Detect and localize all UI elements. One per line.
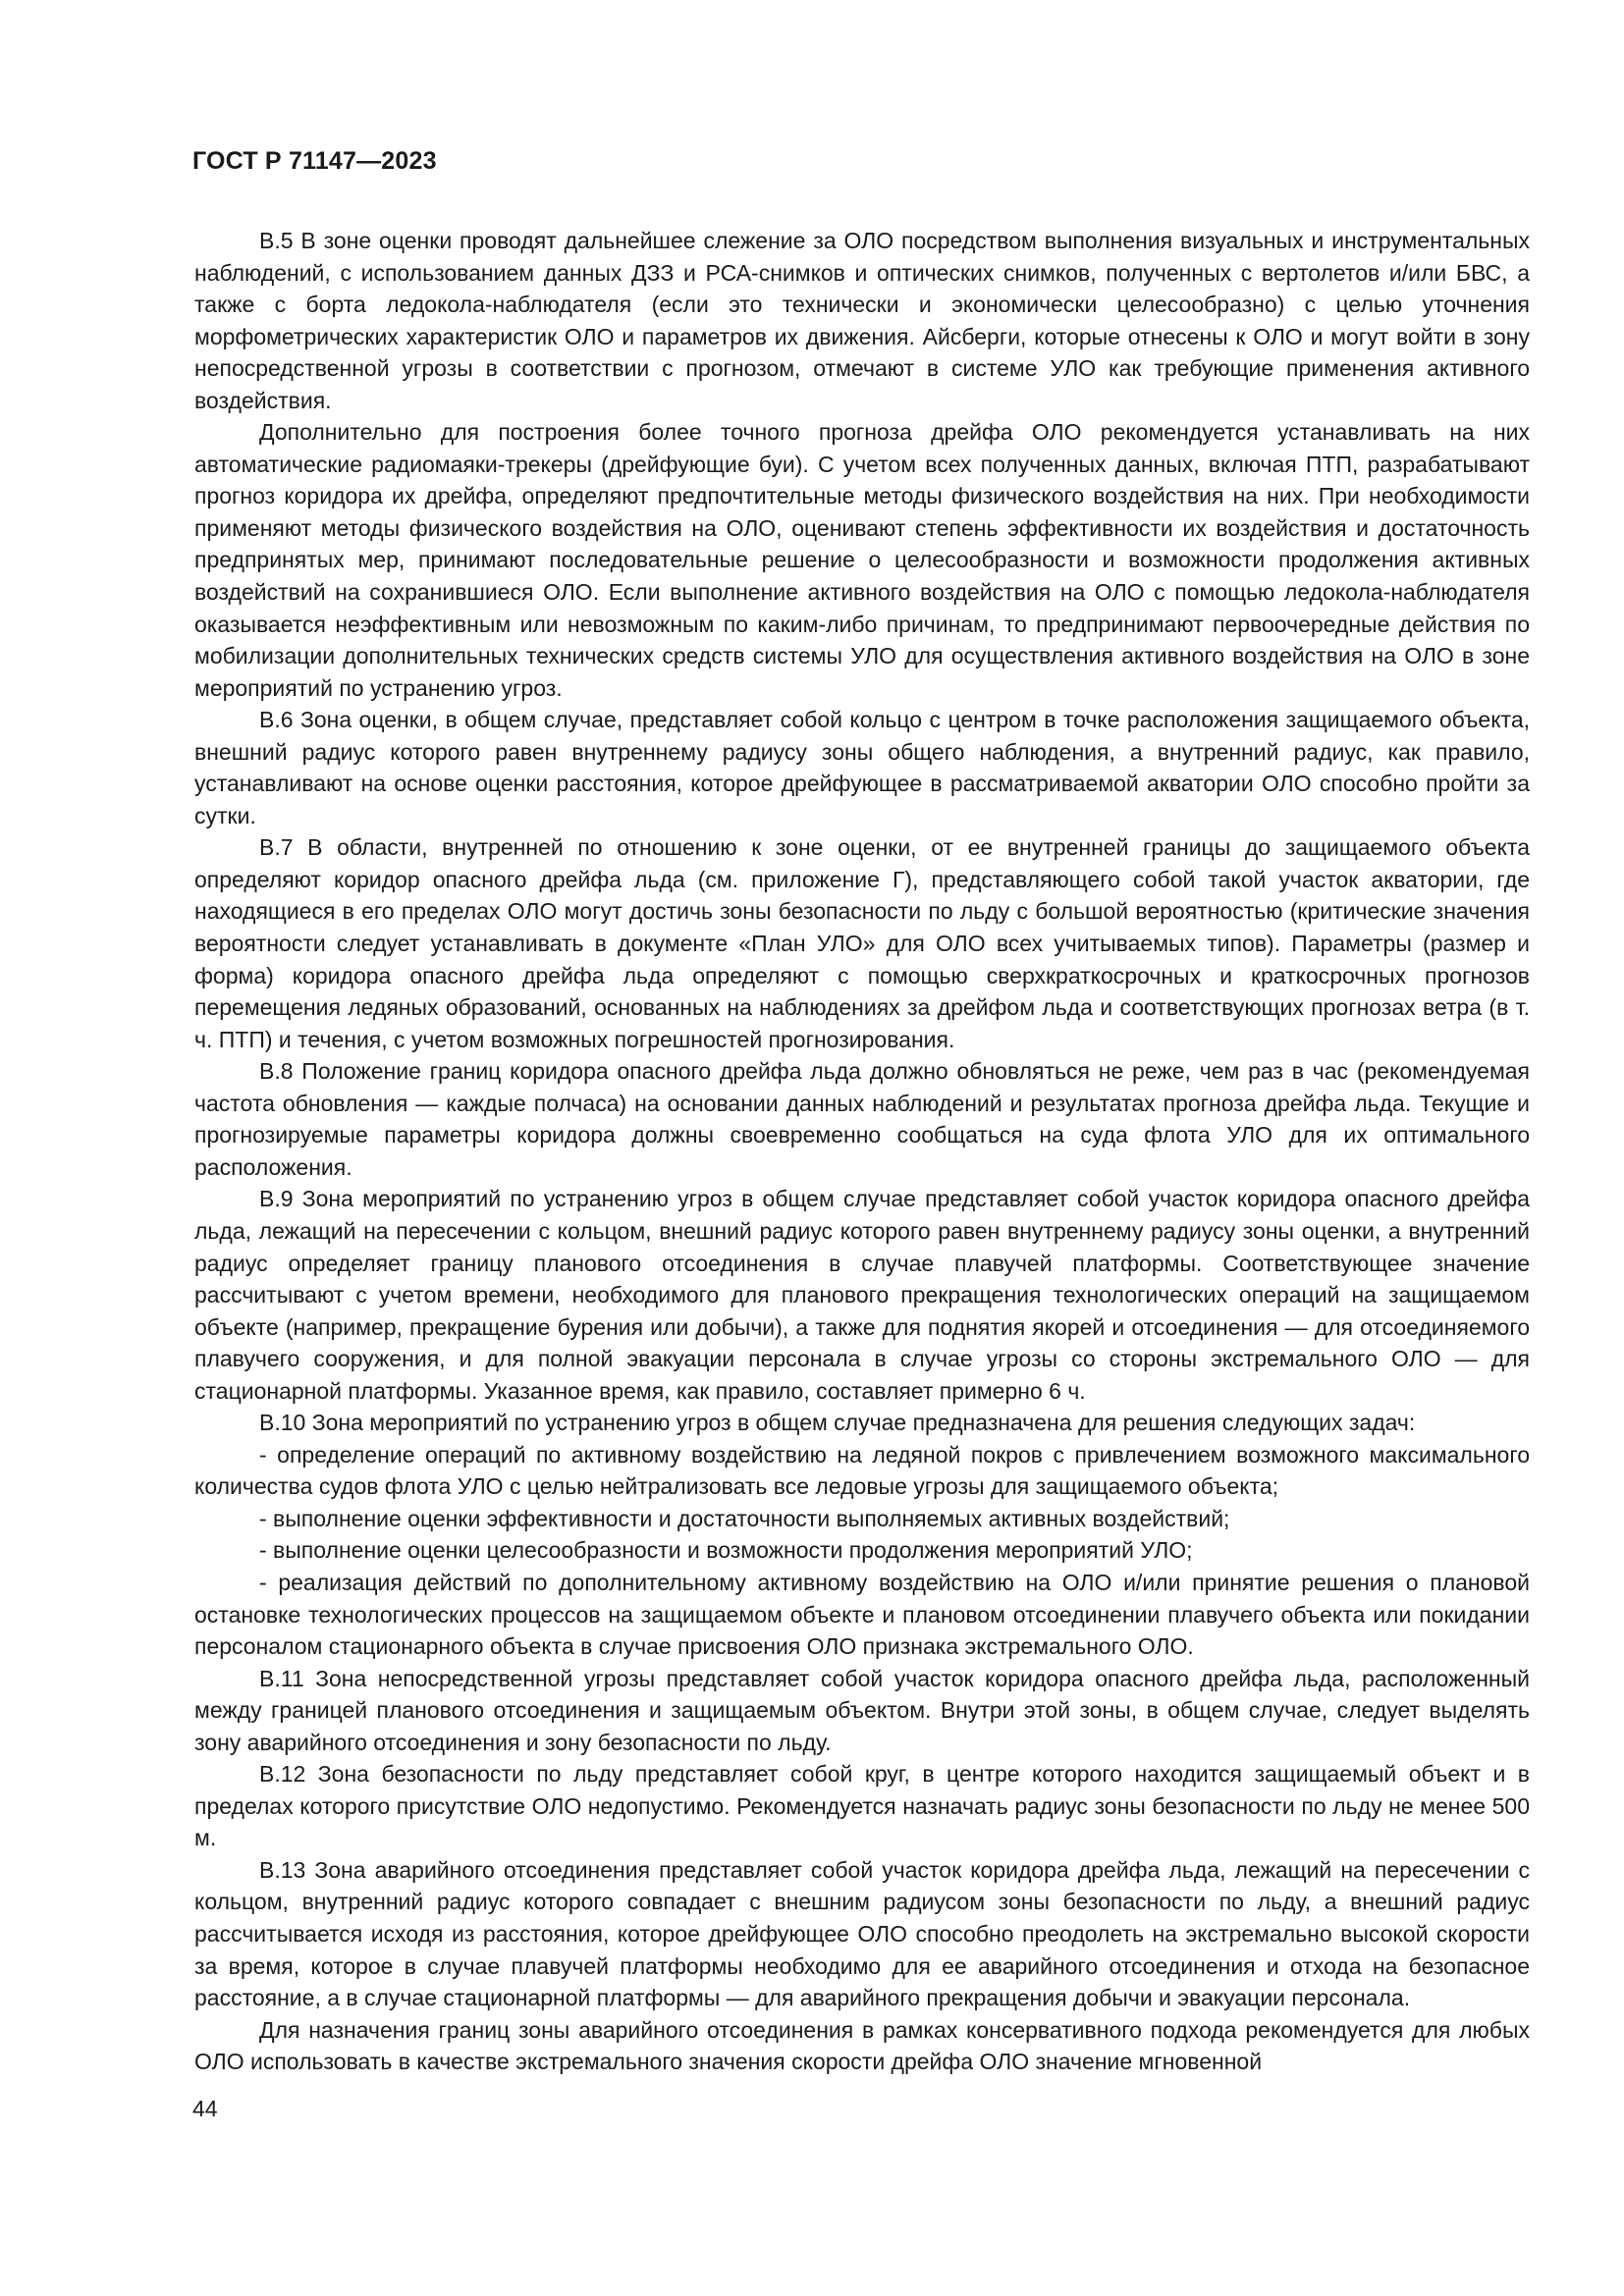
paragraph-b9: В.9 Зона мероприятий по устранению угроз в общем случае представляет собой участок коридора опасного дрейфа льда, лежащий на пересечении с кольцом, внешний радиус которого равен внутреннему радиусу зоны оценки, а внутренний радиус определяет границу планового отсоединения в случае плавучей платформы. Соответствующее значение рассчитывают с учетом времени, необходимого для планового прекращения технологических операций на защищаемом объекте (например, прекращение бурения или добычи), а также для поднятия якорей и отсоединения — для отсоединяемого плавучего сооружения, и для полной эвакуации персонала в случае угрозы со стороны экстремального ОЛО — для стационарной платформы. Указанное время, как правило, составляет примерно 6 ч. [194, 1186, 1530, 1404]
document-body [194, 225, 1530, 2078]
paragraph-b11: В.11 Зона непосредственной угрозы представляет собой участок коридора опасного дрейфа льда, расположенный между границей планового отсоединения и защищаемым объектом. Внутри этой зоны, в общем случае, следует выделять зону аварийного отсоединения и зону безопасности по льду. [194, 1665, 1530, 1755]
document-header-title: ГОСТ Р 71147—2023 [192, 147, 437, 175]
list-item: - выполнение оценки целесообразности и возможности продолжения мероприятий УЛО; [259, 1537, 1193, 1564]
paragraph-b5: В.5 В зоне оценки проводят дальнейшее слежение за ОЛО посредством выполнения визуальных и инструментальных наблюдений, с использованием данных ДЗЗ и РСА-снимков и оптических снимков, полученных с вертолетов и/или БВС, а также с борта ледокола-наблюдателя (если это технически и экономически целесообразно) с целью уточнения морфометрических характеристик ОЛО и параметров их движения. Айсберги, которые отнесены к ОЛО и могут войти в зону непосредственной угрозы в соответствии с прогнозом, отмечают в системе УЛО как требующие применения активного воздействия. [194, 228, 1530, 413]
paragraph-b10: В.10 Зона мероприятий по устранению угроз в общем случае предназначена для решения следующих задач: [259, 1410, 1416, 1436]
paragraph-b13: В.13 Зона аварийного отсоединения представляет собой участок коридора дрейфа льда, лежащий на пересечении с кольцом, внутренний радиус которого совпадает с внешним радиусом зоны безопасности по льду, а внешний радиус рассчитывается исходя из расстояния, которое дрейфующее ОЛО способно преодолеть на экстремально высокой скорости за время, которое в случае плавучей платформы необходимо для ее аварийного отсоединения и отхода на безопасное расстояние, а в случае стационарной платформы — для аварийного прекращения добычи и эвакуации персонала. [194, 1856, 1530, 2011]
paragraph-b7: В.7 В области, внутренней по отношению к зоне оценки, от ее внутренней границы до защищаемого объекта определяют коридор опасного дрейфа льда (см. приложение Г), представляющего собой такой участок акватории, где находящиеся в его пределах ОЛО могут достичь зоны безопасности по льду с большой вероятностью (критические значения вероятности следует устанавливать в документе «План УЛО» для ОЛО всех учитываемых типов). Параметры (размер и форма) коридора опасного дрейфа льда определяют с помощью сверхкраткосрочных и краткосрочных прогнозов перемещения ледяных образований, основанных на наблюдениях за дрейфом льда и соответствующих прогнозах ветра (в т. ч. ПТП) и течения, с учетом возможных погрешностей прогнозирования. [194, 834, 1530, 1052]
list-item: - выполнение оценки эффективности и достаточности выполняемых активных воздействий; [259, 1505, 1230, 1531]
paragraph-b6: В.6 Зона оценки, в общем случае, представляет собой кольцо с центром в точке расположения защищаемого объекта, внешний радиус которого равен внутреннему радиусу зоны общего наблюдения, а внутренний радиус, как правило, устанавливают на основе оценки расстояния, которое дрейфующее в рассматриваемой акватории ОЛО способно пройти за сутки. [194, 707, 1530, 828]
page-number: 44 [192, 2096, 218, 2121]
paragraph-b5-continued: Дополнительно для построения более точного прогноза дрейфа ОЛО рекомендуется устанавливать на них автоматические радиомаяки-трекеры (дрейфующие буи). С учетом всех полученных данных, включая ПТП, разрабатывают прогноз коридора их дрейфа, определяют предпочтительные методы физического воздействия на них. При необходимости применяют методы физического воздействия на ОЛО, оценивают степень эффективности их воздействия и достаточность предпринятых мер, принимают последовательные решение о целесообразности и возможности продолжения активных воздействий на сохранившиеся ОЛО. Если выполнение активного воздействия на ОЛО с помощью ледокола-наблюдателя оказывается неэффективным или невозможным по каким-либо причинам, то предпринимают первоочередные действия по мобилизации дополнительных технических средств системы УЛО для осуществления активного воздействия на ОЛО в зоне мероприятий по устранению угроз. [194, 419, 1530, 701]
paragraph-b8: В.8 Положение границ коридора опасного дрейфа льда должно обновляться не реже, чем раз в час (рекомендуемая частота обновления — каждые полчаса) на основании данных наблюдений и результатах прогноза дрейфа льда. Текущие и прогнозируемые параметры коридора должны своевременно сообщаться на суда флота УЛО для их оптимального расположения. [194, 1058, 1530, 1180]
list-item: - реализация действий по дополнительному активному воздействию на ОЛО и/или принятие решения о плановой остановке технологических процессов на защищаемом объекте и плановом отсоединении плавучего объекта или покидании персоналом стационарного объекта в случае присвоения ОЛО признака экстремального ОЛО. [194, 1569, 1530, 1660]
list-item: - определение операций по активному воздействию на ледяной покров с привлечением возможного максимального количества судов флота УЛО с целью нейтрализовать все ледовые угрозы для защищаемого объекта; [194, 1441, 1530, 1500]
paragraph-b13-continued: Для назначения границ зоны аварийного отсоединения в рамках консервативного подхода рекомендуется для любых ОЛО использовать в качестве экстремального значения скорости дрейфа ОЛО значение мгновенной [194, 2016, 1530, 2075]
paragraph-b12: В.12 Зона безопасности по льду представляет собой круг, в центре которого находится защищаемый объект и в пределах которого присутствие ОЛО недопустимо. Рекомендуется назначать радиус зоны безопасности по льду не менее 500 м. [194, 1761, 1530, 1851]
